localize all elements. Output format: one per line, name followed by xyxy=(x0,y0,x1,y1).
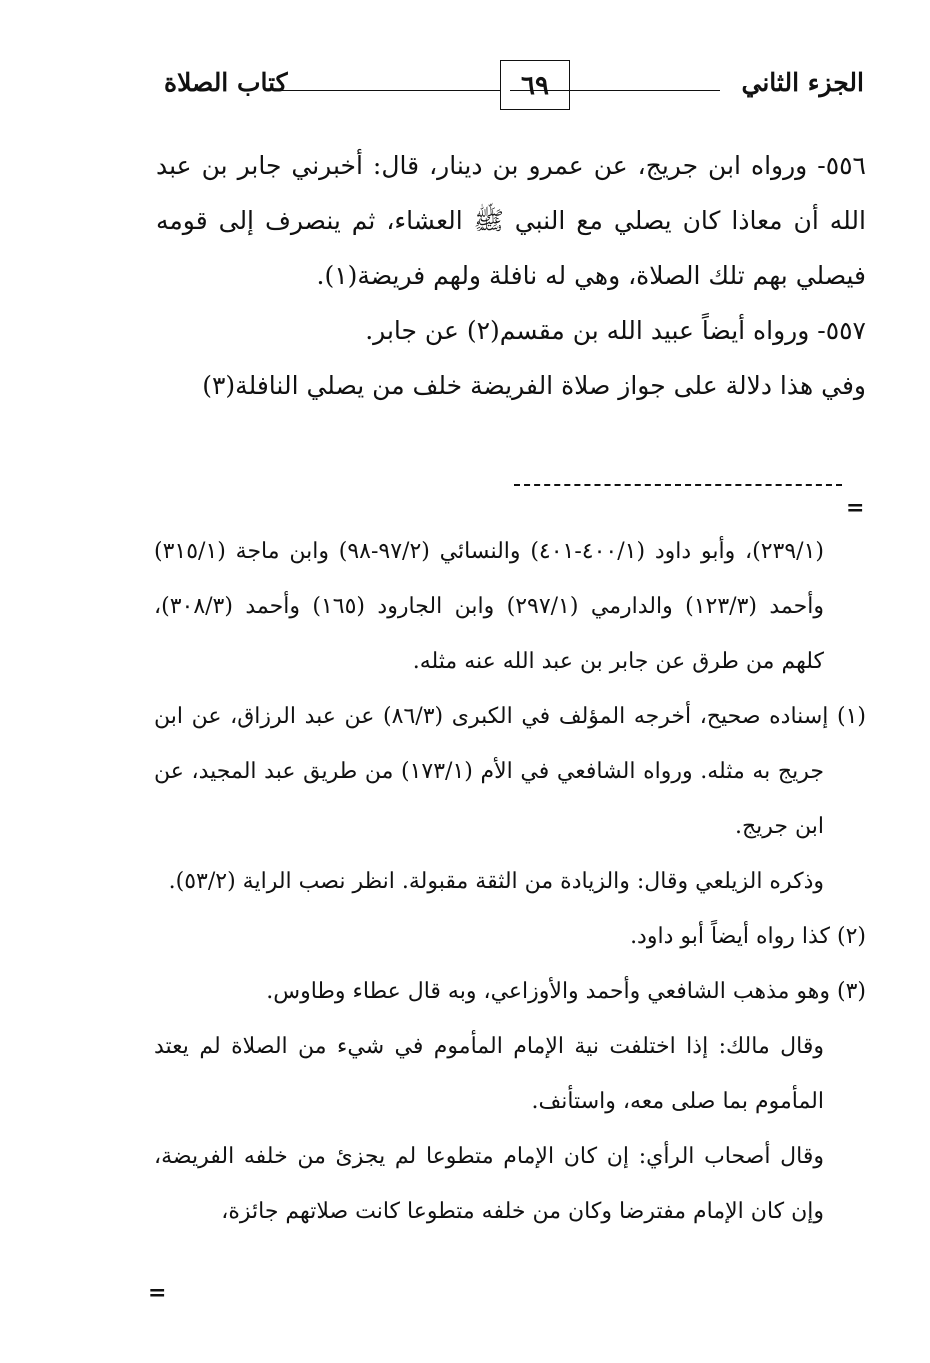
footnote-3-cont-1: وقال مالك: إذا اختلفت نية الإمام المأموم في شيء من الصلاة لم يعتد المأموم بما صلى معه، واستأنف. xyxy=(154,1034,824,1114)
paragraph-556: ٥٥٦- ورواه ابن جريج، عن عمرو بن دينار، قال: أخبرني جابر بن عبد الله أن معاذا كان يصلي مع النبي ﷺ العشاء، ثم ينصرف إلى قومه فيصلي بهم تلك الصلاة، وهي له نافلة ولهم فريضة(١). xyxy=(156,151,866,290)
book-label: كتاب الصلاة xyxy=(164,68,288,97)
footnote-separator xyxy=(514,484,842,486)
footnote-continued: (٢٣٩/١)، وأبو داود (٤٠٠/١-٤٠١) والنسائي (٩٧/٢-٩٨) وابن ماجة (٣١٥/١) وأحمد (١٢٣/٣) والدارمي (٢٩٧/١) وابن الجارود (١٦٥) وأحمد (٣٠٨/٣)، كلهم من طرق عن جابر بن عبد الله عنه مثله. xyxy=(154,539,824,674)
footnote-3: (٣) وهو مذهب الشافعي وأحمد والأوزاعي، وبه قال عطاء وطاوس. xyxy=(266,979,866,1004)
paragraph-conclusion: وفي هذا دلالة على جواز صلاة الفريضة خلف من يصلي النافلة(٣) xyxy=(202,371,866,400)
footnote-3-cont-2: وقال أصحاب الرأي: إن كان الإمام متطوعا لم يجزئ من خلفه الفريضة، وإن كان الإمام مفترضا وكان من خلفه متطوعا كانت صلاتهم جائزة، xyxy=(154,1144,824,1224)
footnote-1: (١) إسناده صحيح، أخرجه المؤلف في الكبرى (٨٦/٣) عن عبد الرزاق، عن ابن جريج به مثله. ورواه الشافعي في الأم (١٧٣/١) من طريق عبد المجيد، عن ابن جريج. xyxy=(154,704,867,839)
continuation-mark: = xyxy=(846,495,865,521)
footnote-2: (٢) كذا رواه أيضاً أبو داود. xyxy=(630,924,866,949)
footnote-1-cont: وذكره الزيلعي وقال: والزيادة من الثقة مقبولة. انظر نصب الراية (٥٣/٢). xyxy=(168,869,824,894)
header-rule-left xyxy=(280,90,500,91)
paragraph-557: ٥٥٧- ورواه أيضاً عبيد الله بن مقسم(٢) عن جابر. xyxy=(365,316,866,345)
volume-label: الجزء الثاني xyxy=(741,68,864,97)
page-number: ٦٩ xyxy=(500,60,570,110)
page-header xyxy=(150,58,870,118)
main-text xyxy=(156,138,866,413)
end-continuation-mark: = xyxy=(148,1280,167,1306)
footnotes xyxy=(154,524,866,1239)
